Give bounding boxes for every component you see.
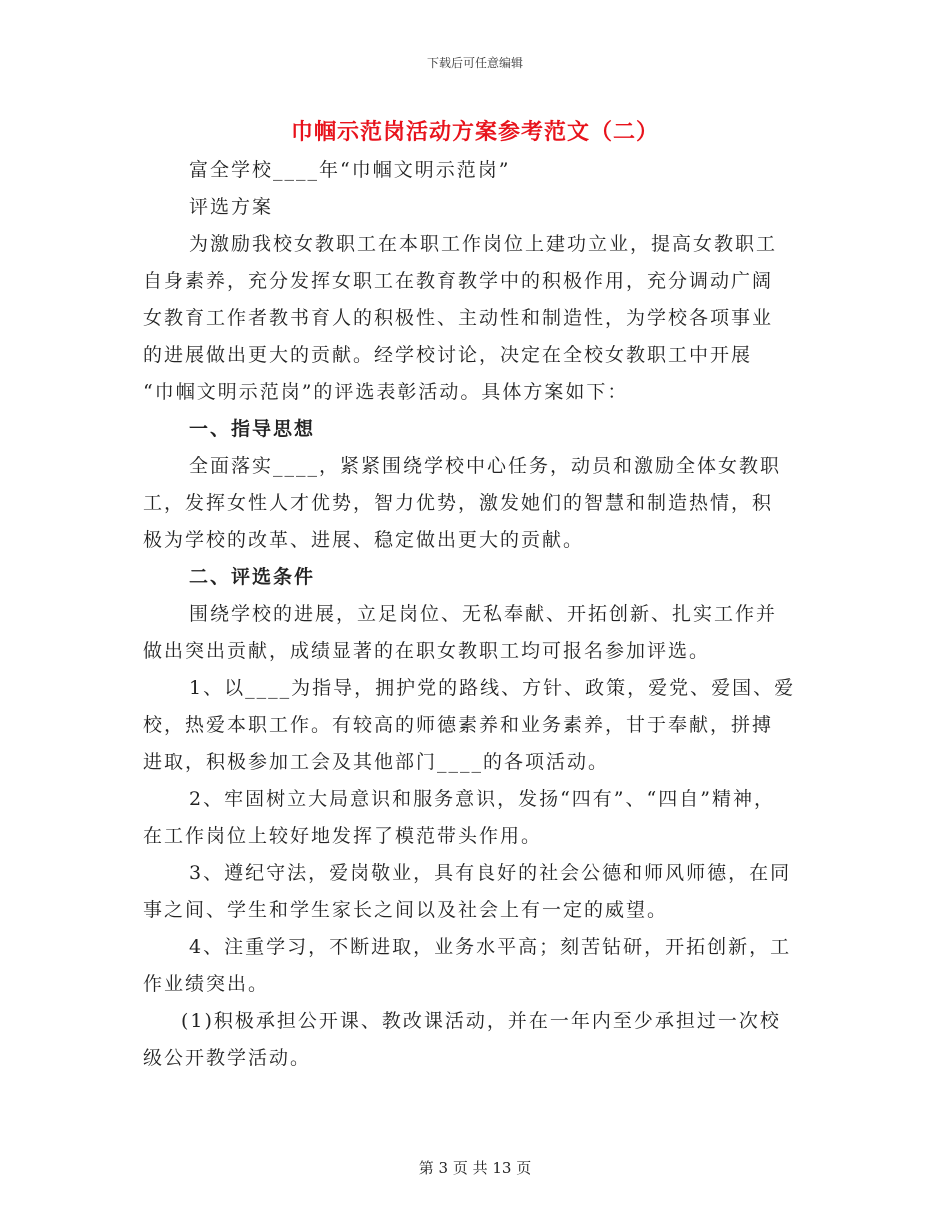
criteria-item-3: 3、遵纪守法，爱岗敬业，具有良好的社会公德和师风师德，在同 (189, 862, 792, 884)
paragraph-line: 作业绩突出。 (143, 973, 270, 995)
document-body (143, 152, 808, 1077)
section-heading-guiding-ideology: 一、指导思想 (189, 418, 316, 440)
header-note: 下载后可任意编辑 (426, 56, 523, 70)
criteria-item-1: 1、以____为指导，拥护党的路线、方针、政策，爱党、爱国、爱 (189, 677, 796, 699)
paragraph-line: 校，热爱本职工作。有较高的师德素养和业务素养，甘于奉献，拼搏 (143, 714, 774, 736)
paragraph-line-school-heading: 富全学校____年“巾帼文明示范岗” (189, 159, 511, 181)
paragraph-line: 事之间、学生和学生家长之间以及社会上有一定的威望。 (143, 899, 669, 921)
document-title: 巾帼示范岗活动方案参考范文（二） (290, 119, 659, 145)
paragraph-line: 级公开教学活动。 (143, 1047, 312, 1069)
paragraph-line: 进取，积极参加工会及其他部门____的各项活动。 (143, 751, 610, 773)
paragraph-line: 全面落实____，紧紧围绕学校中心任务，动员和激励全体女教职 (189, 455, 782, 477)
paragraph-line: 极为学校的改革、进展、稳定做出更大的贡献。 (143, 529, 585, 551)
page-indicator: 第 3 页 共 13 页 (418, 1159, 532, 1177)
paragraph-line: 为激励我校女教职工在本职工作岗位上建功立业，提高女教职工 (189, 233, 778, 255)
paragraph-line: 的进展做出更大的贡献。经学校讨论，决定在全校女教职工中开展 (143, 344, 753, 366)
paragraph-line: 在工作岗位上较好地发挥了模范带头作用。 (143, 825, 543, 847)
paragraph-line: 自身素养，充分发挥女职工在教育教学中的积极作用，充分调动广阔 (143, 270, 774, 292)
criteria-item-2: 2、牢固树立大局意识和服务意识，发扬“四有”、“四自”精神， (189, 788, 775, 810)
paragraph-line: “巾帼文明示范岗”的评选表彰活动。具体方案如下： (143, 381, 629, 403)
section-heading-selection-criteria: 二、评选条件 (189, 566, 316, 588)
paragraph-line: 女教育工作者教书育人的积极性、主动性和制造性，为学校各项事业 (143, 307, 774, 329)
paragraph-line: 做出突出贡献，成绩显著的在职女教职工均可报名参加评选。 (143, 640, 711, 662)
paragraph-line: 围绕学校的进展，立足岗位、无私奉献、开拓创新、扎实工作并 (189, 603, 778, 625)
criteria-item-4: 4、注重学习，不断进取，业务水平高；刻苦钻研，开拓创新，工 (189, 936, 792, 958)
sub-criteria-item-1: (1)积极承担公开课、教改课活动，并在一年内至少承担过一次校 (181, 1010, 781, 1032)
paragraph-line: 工，发挥女性人才优势，智力优势，激发她们的智慧和制造热情，积 (143, 492, 774, 514)
paragraph-line-plan-heading: 评选方案 (189, 196, 274, 218)
